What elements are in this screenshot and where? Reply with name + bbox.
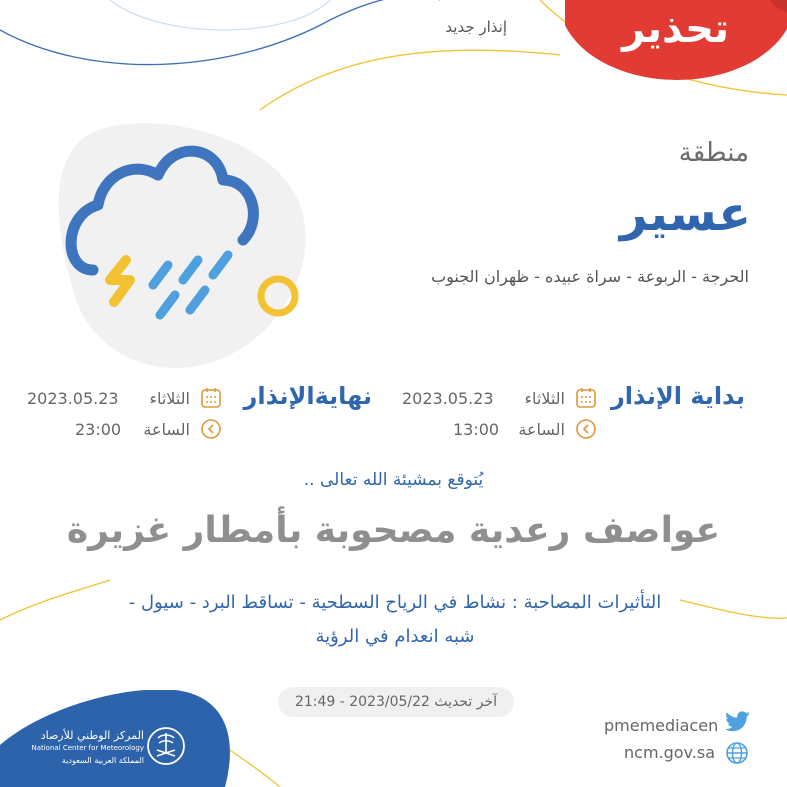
globe-icon: [725, 741, 749, 765]
forecast-intro: يُتوقع بمشيئة الله تعالى ..: [303, 470, 484, 490]
region-name: عسير: [619, 186, 751, 242]
forecast-headline: عواصف رعدية مصحوبة بأمطار غزيرة: [66, 510, 721, 551]
org-country-ar: المملكة العربية السعودية: [61, 756, 144, 765]
cloud-lightning-rain-icon: [58, 120, 308, 375]
effects-line-1: التأثيرات المصاحبة : نشاط في الرياح السطحية - تساقط البرد - سيول -: [128, 592, 662, 613]
org-name-ar: المركز الوطني للأرصاد: [40, 729, 144, 742]
end-time: 23:00: [75, 420, 122, 439]
affected-areas: الحرجة - الربوعة - سراة عبيده - ظهران الجنوب: [431, 267, 749, 286]
start-title: بداية الإنذار: [610, 382, 745, 410]
new-alert-label: إنذار جديد: [445, 18, 507, 36]
org-name-en: National Center for Meteorology: [31, 744, 144, 752]
start-time-label: الساعة: [518, 420, 565, 439]
start-date: 2023.05.23: [402, 389, 494, 408]
calendar-icon: [575, 387, 597, 409]
ncm-logo-icon: [146, 724, 186, 768]
end-date: 2023.05.23: [27, 389, 119, 408]
region-label: منطقة: [678, 138, 749, 168]
end-title: نهايةالإنذار: [243, 382, 372, 410]
twitter-icon: [725, 711, 751, 733]
clock-icon: [200, 418, 222, 440]
start-day: الثلاثاء: [524, 389, 565, 408]
end-time-label: الساعة: [143, 420, 190, 439]
warning-label: تحذير: [622, 6, 729, 52]
website-link[interactable]: ncm.gov.sa: [624, 743, 716, 762]
last-updated-badge: آخر تحديث 2023/05/22 - 21:49: [278, 687, 514, 717]
start-time: 13:00: [453, 420, 500, 439]
clock-icon: [575, 418, 597, 440]
end-day: الثلاثاء: [149, 389, 190, 408]
effects-line-2: شبه انعدام في الرؤية: [315, 626, 475, 647]
twitter-handle[interactable]: pmemediacen: [604, 716, 719, 735]
calendar-icon: [200, 387, 222, 409]
forecast-effects: [80, 586, 710, 654]
